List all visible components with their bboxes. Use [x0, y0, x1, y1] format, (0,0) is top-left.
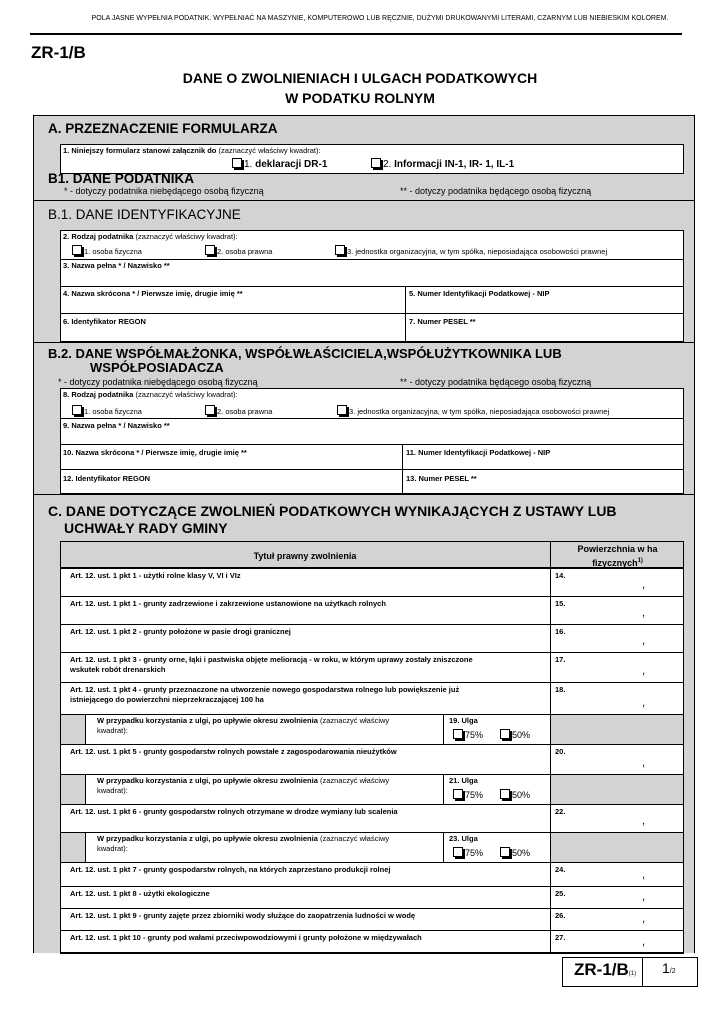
row-title — [70, 627, 540, 637]
relief-text-hint2: kwadrat): — [97, 844, 128, 853]
option-in1-label: Informacji IN-1, IR- 1, IL-1 — [394, 159, 515, 170]
relief-option-50-label: 50% — [512, 848, 531, 858]
relief-text-main: W przypadku korzystania z ulgi, po upływie okresu zwolnienia — [97, 716, 318, 725]
relief-divider — [443, 774, 444, 804]
checkbox-icon[interactable] — [337, 405, 347, 415]
section-c-title — [48, 503, 617, 537]
area-input[interactable] — [551, 653, 683, 682]
relief-option-75-label: 75% — [465, 848, 484, 858]
relief-indent — [61, 833, 85, 862]
row-title — [70, 747, 540, 757]
footer-page-number: 1 — [662, 960, 670, 976]
relief-area-disabled — [551, 833, 683, 862]
relief-text — [97, 776, 437, 796]
field-1-label — [63, 146, 321, 155]
decimal-comma: , — [642, 607, 646, 619]
page-title — [100, 68, 620, 108]
relief-text-hint2: kwadrat): — [97, 726, 128, 735]
relief-indent-line — [85, 714, 86, 744]
area-input[interactable] — [551, 625, 683, 652]
relief-option-75[interactable] — [453, 847, 483, 858]
section-c-title-line2: UCHWAŁY RADY GMINY — [64, 520, 228, 536]
footer-page-total: /2 — [669, 968, 676, 975]
checkbox-icon[interactable] — [500, 847, 510, 857]
b1-option-unit-label: 3. jednostka organizacyjna, w tym spółka, nieposiadająca osobowości prawnej — [347, 247, 608, 256]
row-field-number: 20. — [555, 747, 566, 756]
row-title-line1: Art. 12. ust. 1 pkt 2 - grunty położone w pasie drogi granicznej — [70, 627, 291, 636]
row-title — [70, 865, 540, 875]
field-4-label: 4. Nazwa skrócona * / Pierwsze imię, drugie imię ** — [63, 289, 243, 298]
checkbox-icon[interactable] — [453, 789, 463, 799]
header-rule — [30, 33, 682, 35]
option-dr1[interactable] — [232, 158, 327, 170]
section-b1-title: B1. DANE PODATNIKA — [48, 171, 195, 186]
relief-option-75-label: 75% — [465, 790, 484, 800]
checkbox-icon[interactable] — [371, 158, 381, 168]
section-b1-note-right: ** - dotyczy podatnika będącego osobą fizyczną — [400, 186, 592, 196]
relief-indent — [61, 775, 85, 804]
b1-option-legal[interactable] — [205, 245, 272, 256]
relief-text-main: W przypadku korzystania z ulgi, po upływie okresu zwolnienia — [97, 776, 318, 785]
b2-option-unit[interactable] — [337, 405, 609, 416]
footer-form-code — [574, 960, 636, 980]
option-dr1-label: deklaracji DR-1 — [255, 159, 328, 170]
checkbox-icon[interactable] — [72, 245, 82, 255]
section-b11-title: B.1. DANE IDENTYFIKACYJNE — [48, 207, 241, 222]
row-title-line1: Art. 12. ust. 1 pkt 9 - grunty zajęte przez zbiorniki wody służące do zaopatrzenia ludności w wodę — [70, 911, 416, 920]
area-input[interactable] — [551, 805, 683, 832]
decimal-comma: , — [642, 579, 646, 591]
row-title-line2: wskutek robót drenarskich — [70, 665, 166, 674]
section-c-title-line1: C. DANE DOTYCZĄCE ZWOLNIEŃ PODATKOWYCH WYNIKAJĄCYCH Z USTAWY LUB — [48, 503, 617, 519]
row-field-number: 22. — [555, 807, 566, 816]
decimal-comma: , — [642, 913, 646, 925]
relief-divider — [443, 832, 444, 862]
section-b2-title — [48, 347, 562, 375]
row-field-number: 27. — [555, 933, 566, 942]
checkbox-icon[interactable] — [232, 158, 242, 168]
row-title — [70, 807, 540, 817]
decimal-comma: , — [642, 869, 646, 881]
checkbox-icon[interactable] — [500, 789, 510, 799]
row-title-line1: Art. 12. ust. 1 pkt 5 - grunty gospodarstw rolnych powstałe z zagospodarowania nieużytków — [70, 747, 397, 756]
relief-option-50[interactable] — [500, 847, 530, 858]
footer-page — [662, 960, 676, 976]
field-2-label-text: 2. Rodzaj podatnika — [63, 232, 134, 241]
checkbox-icon[interactable] — [205, 405, 215, 415]
section-b11-rmargin — [684, 230, 694, 342]
relief-indent — [61, 715, 85, 744]
checkbox-icon[interactable] — [500, 729, 510, 739]
row-field-number: 14. — [555, 571, 566, 580]
field-1-hint: (zaznaczyć właściwy kwadrat): — [218, 146, 321, 155]
table-col-area-sup: 1) — [637, 558, 643, 564]
table-col-divider-top — [550, 541, 551, 953]
relief-indent-line — [85, 832, 86, 862]
decimal-comma: , — [642, 665, 646, 677]
field-11-label: 11. Numer Identyfikacji Podatkowej - NIP — [406, 448, 551, 457]
table-col-title: Tytuł prawny zwolnienia — [253, 551, 357, 561]
row-title — [70, 655, 540, 675]
section-b2-rmargin — [684, 388, 694, 494]
option-dr1-num: 1. — [244, 159, 253, 170]
section-a-title: A. PRZEZNACZENIE FORMULARZA — [48, 121, 278, 136]
row-field-number: 18. — [555, 685, 566, 694]
area-input[interactable] — [551, 683, 683, 714]
b2-option-unit-label: 3. jednostka organizacyjna, w tym spółka, nieposiadająca osobowości prawnej — [349, 407, 610, 416]
section-b2-title-line2: WSPÓŁPOSIADACZA — [90, 360, 224, 375]
relief-option-50-label: 50% — [512, 790, 531, 800]
area-input[interactable] — [551, 863, 683, 886]
table-col-area — [551, 543, 684, 569]
relief-text-hint: (zaznaczyć właściwy — [319, 776, 390, 785]
relief-field-label: 19. Ulga — [449, 716, 478, 725]
section-b2-note-right: ** - dotyczy podatnika będącego osobą fizyczną — [400, 377, 592, 387]
row-title-line1: Art. 12. ust. 1 pkt 6 - grunty gospodarstw rolnych otrzymane w drodze wymiany lub scalenia — [70, 807, 398, 816]
field-12-label: 12. Identyfikator REGON — [63, 474, 151, 483]
area-input[interactable] — [551, 597, 683, 624]
footer-divider — [642, 957, 643, 987]
row-title-line1: Art. 12. ust. 1 pkt 10 - grunty pod wałami przeciwpowodziowymi i grunty położone w międzywałach — [70, 933, 422, 942]
b2-option-legal-label: 2. osoba prawna — [217, 407, 273, 416]
field-9-label: 9. Nazwa pełna * / Nazwisko ** — [63, 421, 170, 430]
relief-indent-line — [85, 774, 86, 804]
section-b2-title-line1: B.2. DANE WSPÓŁMAŁŻONKA, WSPÓŁWŁAŚCICIELA,WSPÓŁUŻYTKOWNIKA LUB — [48, 346, 562, 361]
row-title-line1: Art. 12. ust. 1 pkt 3 - grunty orne, łąki i pastwiska objęte melioracją - w roku, w którym uprawy zostały zniszczone — [70, 655, 473, 664]
b1-option-legal-label: 2. osoba prawna — [217, 247, 273, 256]
row-title — [70, 889, 540, 899]
option-in1-num: 2. — [383, 159, 392, 170]
area-input[interactable] — [551, 931, 683, 953]
row-field-number: 16. — [555, 627, 566, 636]
relief-divider — [443, 714, 444, 744]
field-1-label-text: 1. Niniejszy formularz stanowi załącznik do — [63, 146, 217, 155]
field-13-label: 13. Numer PESEL ** — [406, 474, 477, 483]
checkbox-icon[interactable] — [453, 729, 463, 739]
section-b2-margin — [34, 388, 60, 494]
field-2-hint: (zaznaczyć właściwy kwadrat): — [135, 232, 238, 241]
section-a-rmargin — [684, 144, 694, 174]
relief-area-disabled — [551, 775, 683, 804]
checkbox-icon[interactable] — [453, 847, 463, 857]
row-title — [70, 933, 540, 943]
checkbox-icon[interactable] — [72, 405, 82, 415]
relief-text-hint2: kwadrat): — [97, 786, 128, 795]
relief-text — [97, 716, 437, 736]
decimal-comma: , — [642, 936, 646, 948]
checkbox-icon[interactable] — [335, 245, 345, 255]
decimal-comma: , — [642, 815, 646, 827]
relief-option-75[interactable] — [453, 729, 483, 740]
field-10-label: 10. Nazwa skrócona * / Pierwsze imię, drugie imię ** — [63, 448, 247, 457]
field-6-label: 6. Identyfikator REGON — [63, 317, 146, 326]
row-title — [70, 911, 540, 921]
field-8-label — [63, 390, 238, 399]
area-input[interactable] — [551, 745, 683, 774]
field-7-label: 7. Numer PESEL ** — [409, 317, 476, 326]
row-title-line1: Art. 12. ust. 1 pkt 4 - grunty przeznaczone na utworzenie nowego gospodarstwa rolnego lub powiększenie już — [70, 685, 460, 694]
b1-option-unit[interactable] — [335, 245, 607, 256]
b1-option-physical-label: 1. osoba fizyczna — [84, 247, 142, 256]
area-input[interactable] — [551, 887, 683, 908]
row-title-line2: istniejącego do powierzchni nieprzekraczającej 100 ha — [70, 695, 264, 704]
checkbox-icon[interactable] — [205, 245, 215, 255]
relief-text-hint: (zaznaczyć właściwy — [319, 716, 390, 725]
field-2-label — [63, 232, 238, 241]
field-8-label-text: 8. Rodzaj podatnika — [63, 390, 134, 399]
footer-code: ZR-1/B — [574, 960, 629, 979]
area-input[interactable] — [551, 909, 683, 930]
row-field-number: 25. — [555, 889, 566, 898]
field-5-label: 5. Numer Identyfikacji Podatkowej - NIP — [409, 289, 550, 298]
section-c-rmargin — [684, 541, 694, 953]
form-code: ZR-1/B — [31, 43, 86, 62]
relief-option-50[interactable] — [500, 729, 530, 740]
decimal-comma: , — [642, 757, 646, 769]
relief-option-50-label: 50% — [512, 730, 531, 740]
relief-field-label: 21. Ulga — [449, 776, 478, 785]
section-c-margin — [34, 541, 60, 953]
b2-option-physical[interactable] — [72, 405, 142, 416]
b2-option-physical-label: 1. osoba fizyczna — [84, 407, 142, 416]
footer-variant: (1) — [628, 971, 637, 977]
relief-text — [97, 834, 437, 854]
row-field-number: 15. — [555, 599, 566, 608]
relief-text-hint: (zaznaczyć właściwy — [319, 834, 390, 843]
relief-option-50[interactable] — [500, 789, 530, 800]
relief-field-label: 23. Ulga — [449, 834, 478, 843]
field-8-hint: (zaznaczyć właściwy kwadrat): — [135, 390, 238, 399]
row-field-number: 17. — [555, 655, 566, 664]
page-title-line1: DANE O ZWOLNIENIACH I ULGACH PODATKOWYCH — [182, 70, 538, 86]
relief-text-main: W przypadku korzystania z ulgi, po upływie okresu zwolnienia — [97, 834, 318, 843]
table-col-area-line2: fizycznych — [592, 558, 638, 568]
row-title-line1: Art. 12. ust. 1 pkt 1 - grunty zadrzewione i zakrzewione ustanowione na użytkach rolnych — [70, 599, 386, 608]
section-b1-note-left: * - dotyczy podatnika niebędącego osobą fizyczną — [64, 186, 264, 196]
b1-option-physical[interactable] — [72, 245, 142, 256]
table-col-area-line1: Powierzchnia w ha — [577, 544, 658, 554]
relief-area-disabled — [551, 715, 683, 744]
section-b2-note-left: * - dotyczy podatnika niebędącego osobą fizyczną — [58, 377, 258, 387]
option-in1[interactable] — [371, 158, 514, 170]
row-title-line1: Art. 12. ust. 1 pkt 1 - użytki rolne klasy V, VI i VIz — [70, 571, 241, 580]
header-note: POLA JASNE WYPEŁNIA PODATNIK. WYPEŁNIAĆ NA MASZYNIE, KOMPUTEROWO LUB RĘCZNIE, DUŻYMI DRUKOWANYMI LITERAMI, CZARNYM LUB NIEBIESKIM KOLOREM. — [91, 15, 669, 22]
decimal-comma: , — [642, 697, 646, 709]
field-3-label: 3. Nazwa pełna * / Nazwisko ** — [63, 261, 170, 270]
row-field-number: 26. — [555, 911, 566, 920]
area-input[interactable] — [551, 569, 683, 596]
relief-option-75-label: 75% — [465, 730, 484, 740]
row-title-line1: Art. 12. ust. 1 pkt 8 - użytki ekologiczne — [70, 889, 210, 898]
section-a-margin — [34, 144, 60, 174]
decimal-comma: , — [642, 891, 646, 903]
row-title — [70, 685, 540, 705]
row-title — [70, 599, 540, 609]
section-b11-margin — [34, 230, 60, 342]
row-field-number: 24. — [555, 865, 566, 874]
page-title-line2: W PODATKU ROLNYM — [285, 90, 435, 106]
row-title — [70, 571, 540, 581]
b2-option-legal[interactable] — [205, 405, 272, 416]
row-title-line1: Art. 12. ust. 1 pkt 7 - grunty gospodarstw rolnych, na których zaprzestano produkcji rolnej — [70, 865, 391, 874]
relief-option-75[interactable] — [453, 789, 483, 800]
decimal-comma: , — [642, 635, 646, 647]
